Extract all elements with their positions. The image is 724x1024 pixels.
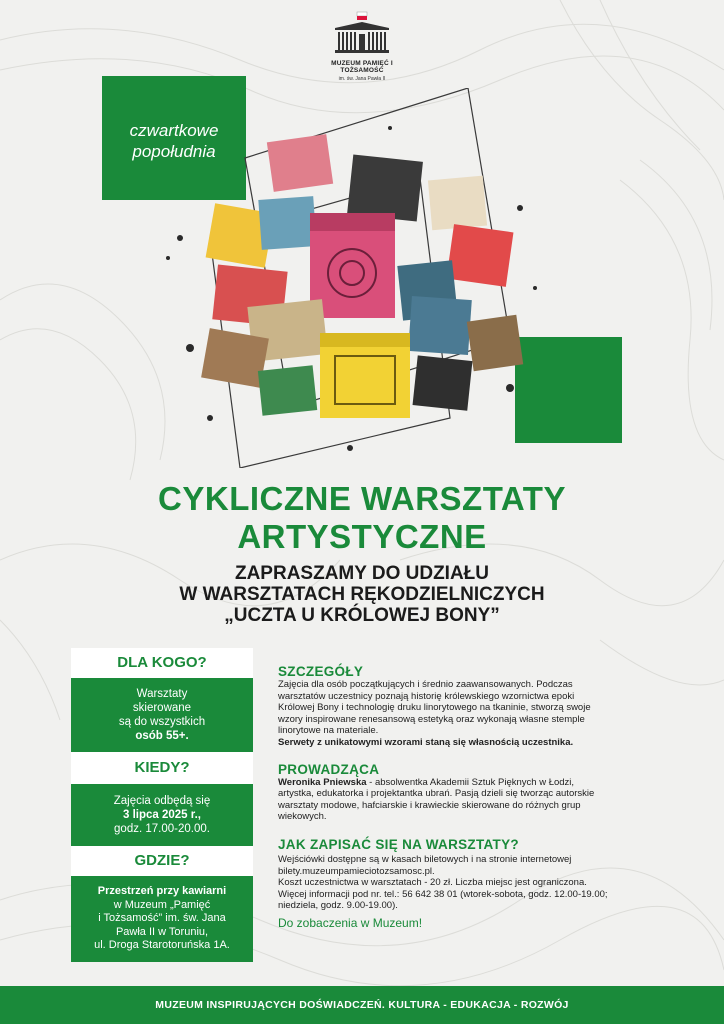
details-line-5: linorytowe na materiale.	[278, 725, 379, 737]
details-line-1: Zajęcia dla osób początkujących i średnio zaawansowanych. Podczas	[278, 679, 573, 690]
when-box	[71, 784, 253, 846]
instructor-line-1	[278, 777, 678, 789]
signup-line-3: Koszt uczestnictwa w warsztatach - 20 zł. Liczba miejsc jest ograniczona.	[278, 877, 587, 889]
subtitle-line-1: ZAPRASZAMY DO UDZIAŁU	[234, 563, 490, 584]
details-text	[278, 679, 678, 749]
instructor-heading: PROWADZĄCA	[278, 761, 380, 777]
main-title-line-2: ARTYSTYCZNE	[237, 518, 487, 555]
who-line-4: osób 55+.	[135, 730, 189, 742]
where-heading: GDZIE?	[71, 846, 253, 876]
subtitle-line-3: „UCZTA U KRÓLOWEJ BONY”	[224, 605, 500, 626]
signup-heading: JAK ZAPISAĆ SIĘ NA WARSZTATY?	[278, 836, 519, 852]
museum-logo	[312, 10, 412, 82]
details-line-4: wzory inspirowane renesansową estetyką oraz wykonają własne stemple	[278, 713, 585, 725]
when-line-1: Zajęcia odbędą się	[113, 795, 211, 807]
where-line-2: w Muzeum „Pamięć	[113, 898, 211, 911]
instructor-name: Weronika Pniewska	[278, 776, 367, 788]
when-line-3: godz. 17.00-20.00.	[114, 823, 210, 835]
who-line-2: skierowane	[132, 702, 192, 714]
where-line-3: i Tożsamość” im. św. Jana	[98, 912, 226, 924]
where-line-5: ul. Droga Starotoruńska 1A.	[94, 939, 230, 951]
who-box	[71, 678, 253, 752]
instructor-line-3: warsztaty modowe, hafciarskie i krawieckie skierowane do różnych grup	[278, 799, 581, 811]
museum-building-icon	[331, 10, 393, 56]
details-column	[278, 664, 678, 930]
info-sidebar	[71, 648, 253, 962]
details-heading: SZCZEGÓŁY	[278, 664, 364, 679]
hero-tagline: czwartkowe popołudnia	[129, 121, 219, 161]
signup-line-2: bilety.muzeumpamieciotozsamosc.pl.	[278, 865, 435, 877]
who-line-1: Warsztaty	[136, 688, 188, 700]
signup-line-5: niedziela, godz. 9.00-19.00).	[278, 900, 398, 912]
main-title-line-1: CYKLICZNE WARSZTATY	[158, 480, 566, 517]
who-line-3: są do wszystkich	[118, 716, 206, 728]
where-line-1: Przestrzeń przy kawiarni	[97, 885, 227, 897]
details-line-6: Serwety z unikatowymi wzorami staną się własnością uczestnika.	[278, 736, 574, 748]
subtitle	[0, 563, 724, 626]
instructor-line-2: artystka, edukatorka i projektantka ubrań. Pasją dzieli się tworząc autorskie	[278, 788, 595, 800]
instructor-text	[278, 777, 678, 823]
closing-line: Do zobaczenia w Muzeum!	[278, 915, 423, 930]
signup-text	[278, 854, 678, 912]
instructor-line-1-rest: - absolwentka Akademii Sztuk Pięknych w Łodzi,	[366, 776, 575, 788]
where-box	[71, 876, 253, 962]
details-line-3: Królowej Bony i technologię druku linorytowego na tkaninie, stworzą swoje	[278, 702, 591, 714]
main-title	[0, 480, 724, 556]
where-line-4: Pawła II w Toruniu,	[115, 925, 209, 938]
when-line-2: 3 lipca 2025 r.,	[122, 809, 201, 821]
museum-patron: im. św. Jana Pawła II	[338, 76, 386, 82]
footer-banner: MUZEUM INSPIRUJĄCYCH DOŚWIADCZEŃ. KULTURA - EDUKACJA - ROZWÓJ	[0, 986, 724, 1024]
subtitle-line-2: W WARSZTATACH RĘKODZIELNICZYCH	[179, 584, 545, 605]
details-line-2: warsztatów uczestnicy poznają historię królewskiego wzornictwa epoki	[278, 690, 575, 702]
when-heading: KIEDY?	[71, 752, 253, 784]
who-heading: DLA KOGO?	[71, 648, 253, 678]
signup-line-1: Wejściówki dostępne są w kasach biletowych i na stronie internetowej	[278, 853, 572, 865]
museum-name: MUZEUM PAMIĘĆ I TOŻSAMOŚĆ	[331, 60, 393, 74]
instructor-line-4: wiekowych.	[278, 811, 327, 823]
signup-line-4: Więcej informacji pod nr. tel.: 56 642 38 01 (wtorek-sobota, godz. 12.00-19.00;	[278, 888, 608, 900]
